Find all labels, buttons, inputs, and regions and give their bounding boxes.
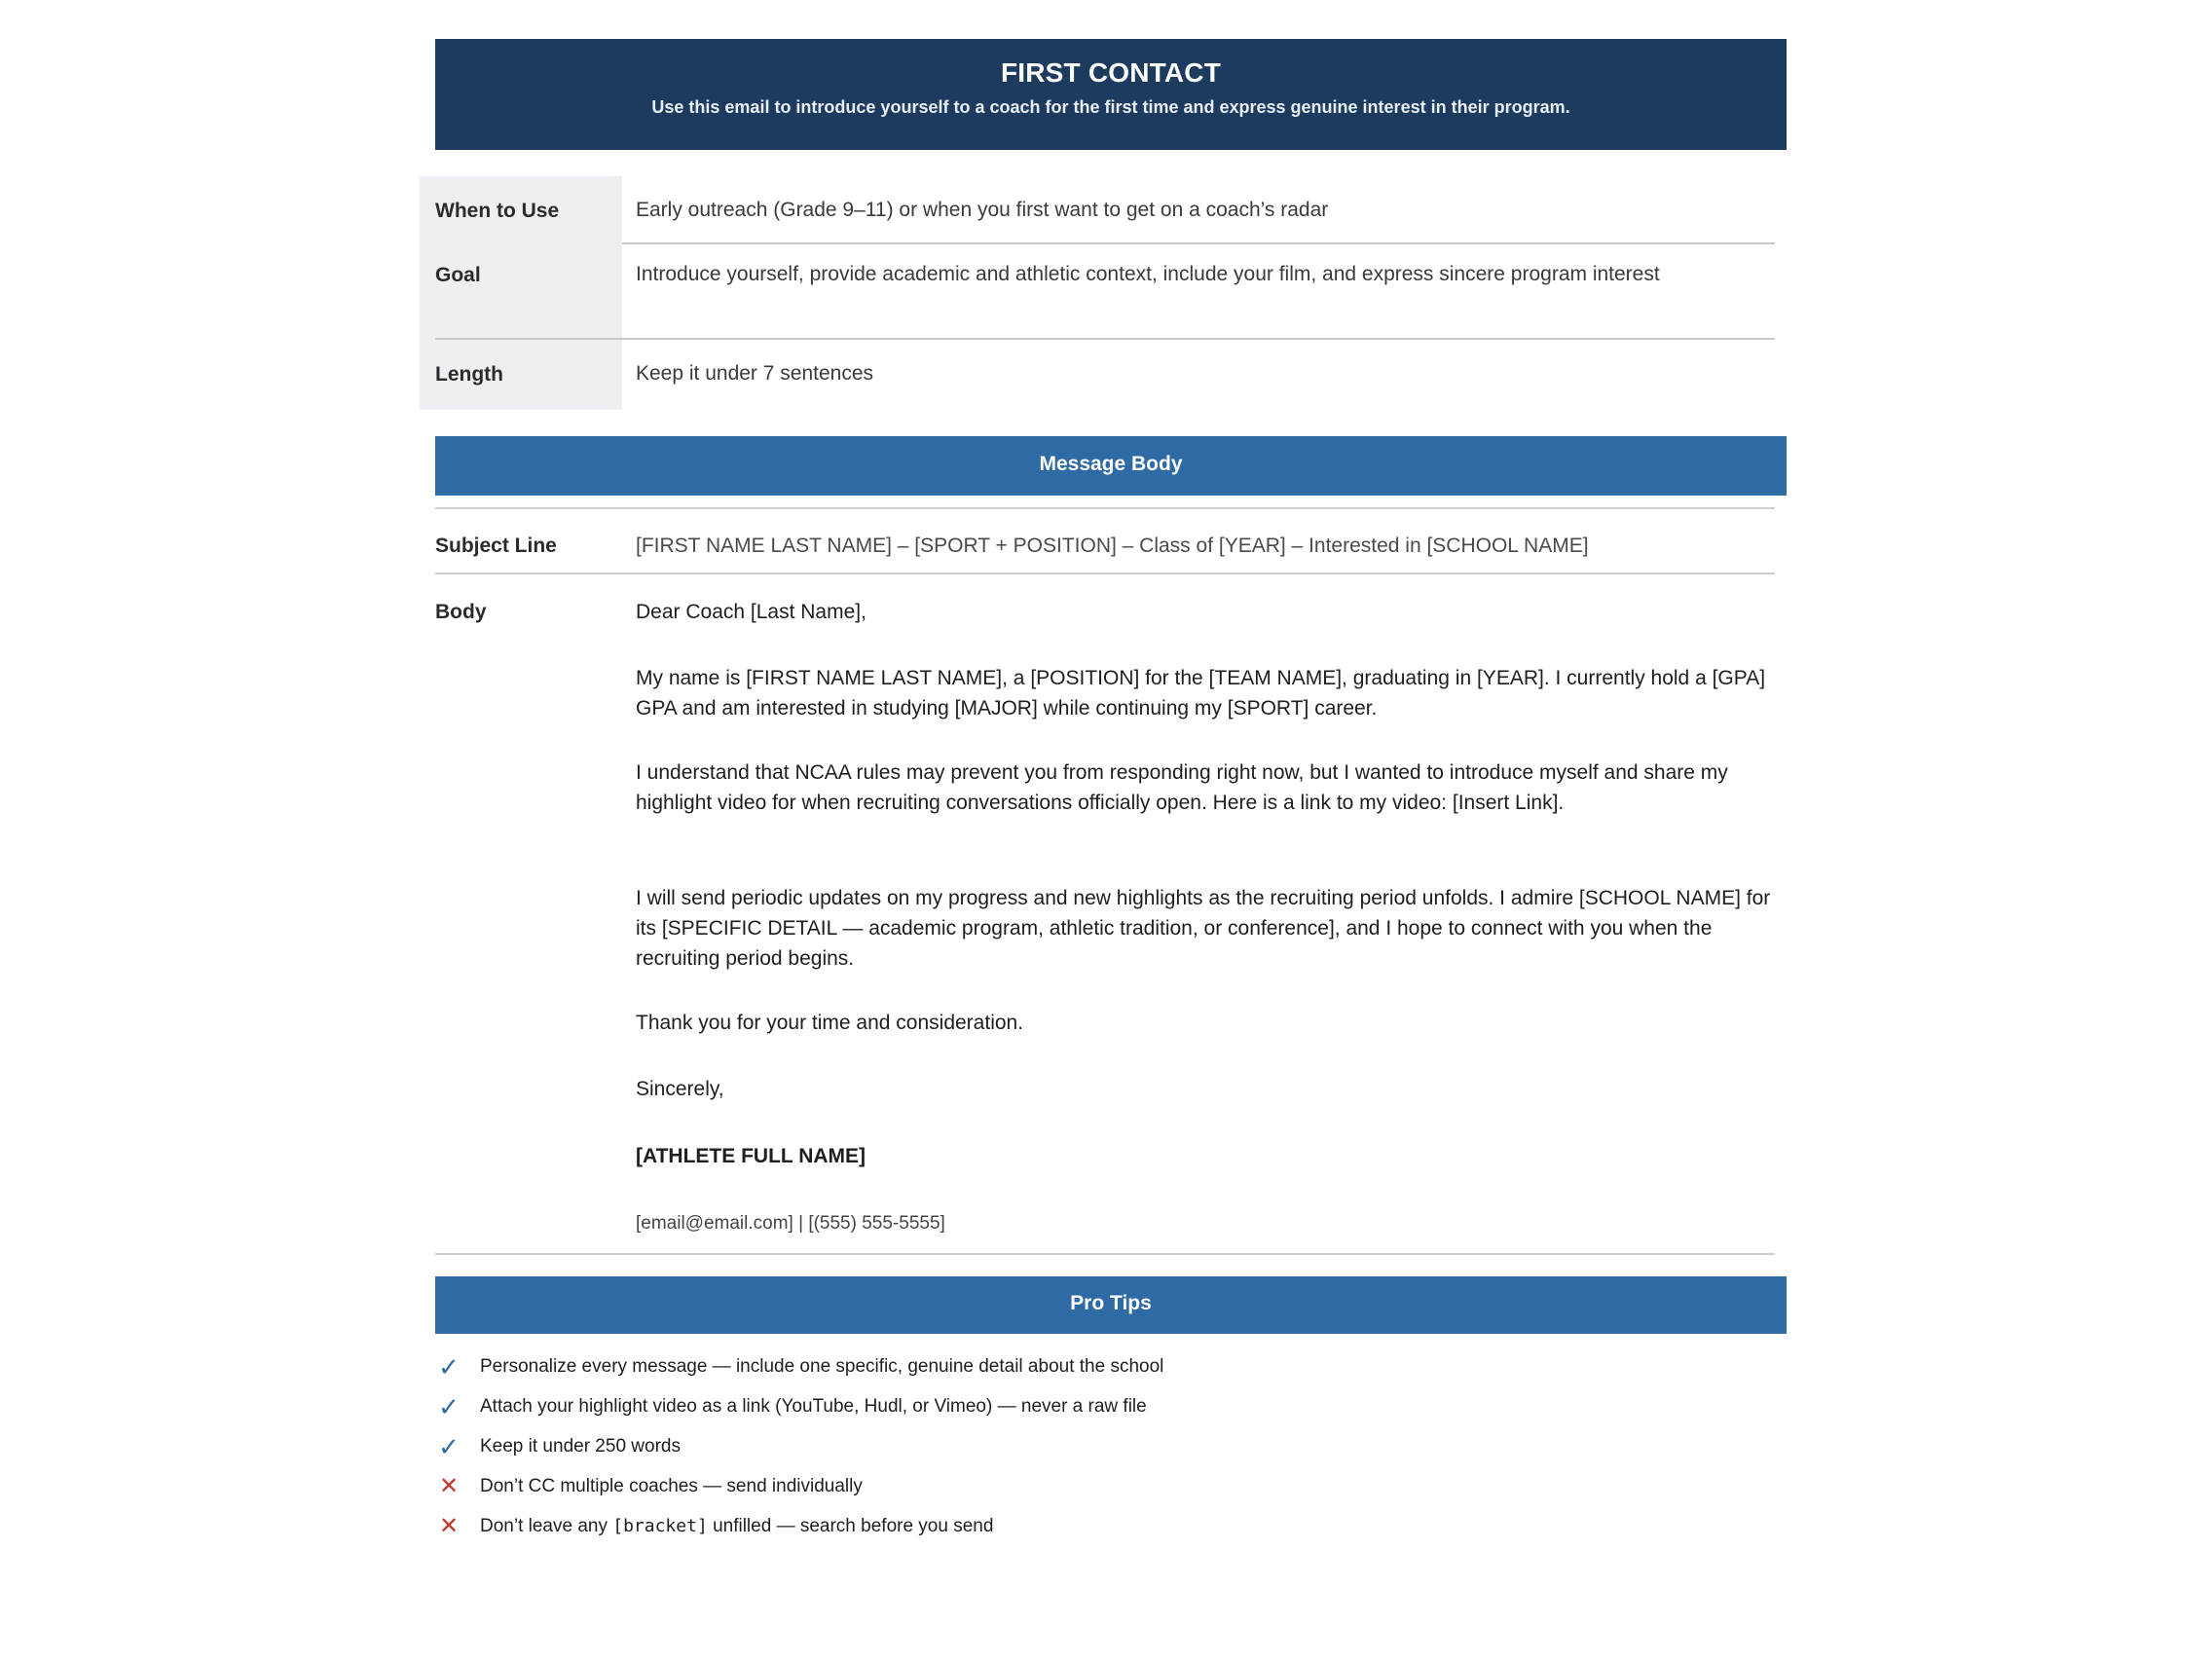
- pro-tips-header: Pro Tips: [435, 1276, 1787, 1334]
- page-title: FIRST CONTACT: [1000, 57, 1222, 88]
- tip-text: Attach your highlight video as a link (YouTube, Hudl, or Vimeo) — never a raw file: [480, 1396, 1147, 1417]
- subject-line-label: Subject Line: [435, 535, 557, 557]
- tip-text: [480, 1511, 993, 1542]
- email-signature: [ATHLETE FULL NAME]: [636, 1145, 866, 1167]
- info-divider: [435, 338, 1775, 340]
- info-value: Keep it under 7 sentences: [636, 362, 874, 385]
- email-closing: Sincerely,: [636, 1078, 724, 1100]
- body-label: Body: [435, 601, 487, 623]
- tip-item: [435, 1431, 1775, 1470]
- info-table: [435, 176, 1787, 410]
- message-body-header: Message Body: [435, 436, 1787, 496]
- check-icon: ✓: [438, 1352, 460, 1382]
- cross-icon: ✕: [438, 1473, 460, 1499]
- header-banner: [435, 39, 1787, 150]
- info-divider: [622, 242, 1775, 244]
- info-value: Early outreach (Grade 9–11) or when you first want to get on a coach’s radar: [636, 199, 1329, 221]
- tip-text: Personalize every message — include one specific, genuine detail about the school: [480, 1356, 1164, 1377]
- tip-text: Don’t CC multiple coaches — send individually: [480, 1476, 863, 1496]
- email-contact-info: [email@email.com] | [(555) 555-5555]: [636, 1213, 945, 1234]
- email-greeting: Dear Coach [Last Name],: [636, 601, 866, 623]
- tip-text-before: Don’t leave any: [480, 1516, 613, 1536]
- tip-item: [435, 1471, 1775, 1510]
- page-subtitle: Use this email to introduce yourself to a coach for the first time and express genuine interest in their program.: [651, 97, 1570, 117]
- section-divider: [435, 507, 1775, 509]
- bracket-code: [bracket]: [612, 1516, 708, 1536]
- pro-tips-list: [435, 1334, 1787, 1558]
- subject-line-value: [FIRST NAME LAST NAME] – [SPORT + POSITION] – Class of [YEAR] – Interested in [SCHOOL NAME]: [636, 535, 1589, 557]
- email-paragraph: My name is [FIRST NAME LAST NAME], a [POSITION] for the [TEAM NAME], graduating in [YEAR]. I currently hold a [GPA] GPA and am interested in studying [MAJOR] while continuing my [SPORT] career.: [636, 667, 1766, 719]
- email-paragraph: Thank you for your time and consideration.: [636, 1012, 1024, 1034]
- tip-text: Keep it under 250 words: [480, 1436, 681, 1457]
- check-icon: ✓: [438, 1432, 460, 1461]
- tip-text-after: unfilled — search before you send: [707, 1516, 994, 1536]
- cross-icon: ✕: [438, 1513, 460, 1539]
- tip-item: [435, 1351, 1775, 1390]
- email-paragraph: I will send periodic updates on my progress and new highlights as the recruiting period unfolds. I admire [SCHOOL NAME] for its [SPECIFIC DETAIL — academic program, athletic tradition, or conference], and I hope to connect with you when the recruiting period begins.: [636, 887, 1771, 970]
- section-divider: [435, 1253, 1775, 1255]
- tip-item: [435, 1511, 1775, 1550]
- info-label: When to Use: [435, 200, 560, 222]
- check-icon: ✓: [438, 1392, 460, 1421]
- info-value: Introduce yourself, provide academic and athletic context, include your film, and express sincere program interest: [636, 263, 1660, 285]
- tip-item: [435, 1391, 1775, 1430]
- section-divider: [435, 572, 1775, 574]
- message-body-section: [435, 496, 1787, 1265]
- document-page: [435, 39, 1787, 1558]
- info-label: Goal: [435, 264, 481, 286]
- info-label: Length: [435, 363, 503, 386]
- email-paragraph: I understand that NCAA rules may prevent you from responding right now, but I wanted to introduce myself and share my highlight video for when recruiting conversations officially open. Here is a link to my video: [Insert Link].: [636, 761, 1728, 814]
